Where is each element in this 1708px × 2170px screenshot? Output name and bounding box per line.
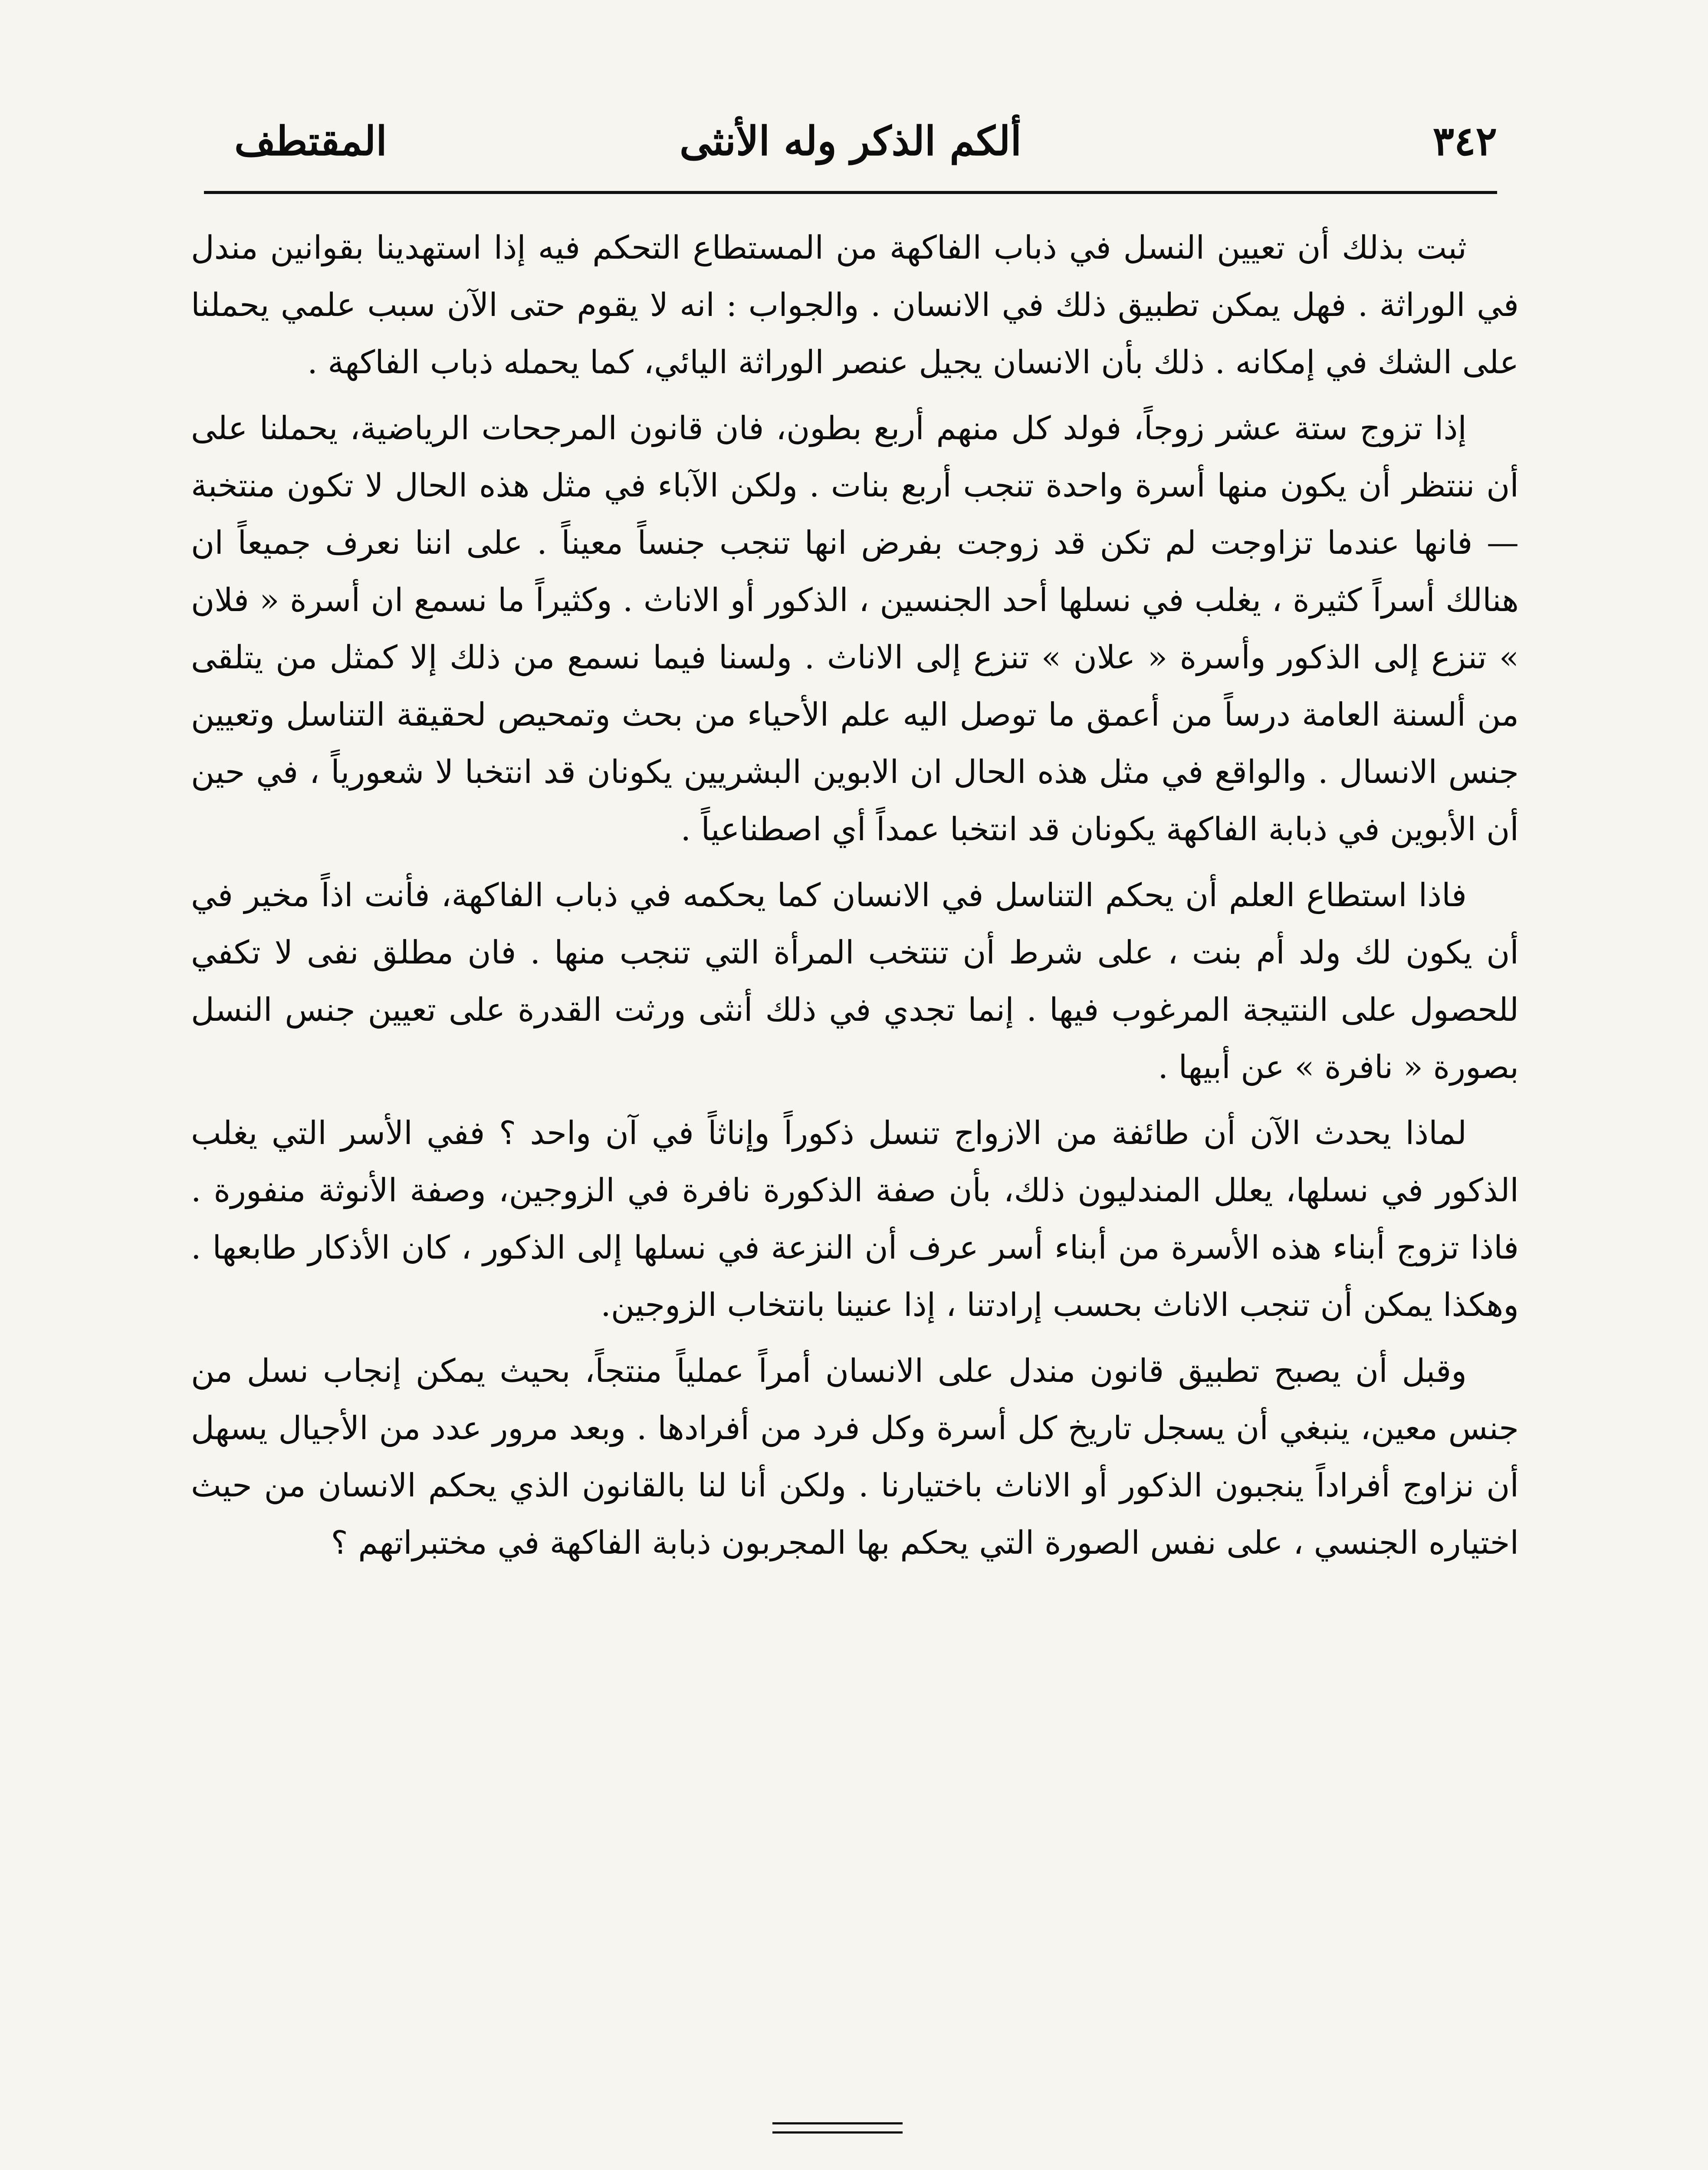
- paragraph-4: لماذا يحدث الآن أن طائفة من الازواج تنسل ذكوراً وإناثاً في آن واحد ؟ ففي الأسر التي يغلب الذكور في نسلها، يعلل المندليون ذلك، بأن صفة الذكورة نافرة في الزوجين، وصفة الأنوثة منفورة . فاذا تزوج أبناء هذه الأسرة من أبناء أسر عرف أن النزعة في نسلها إلى الذكور ، كان الأذكار طابعها . وهكذا يمكن أن تنجب الاناث بحسب إرادتنا ، إذا عنينا بانتخاب الزوجين.: [191, 1115, 1519, 1324]
- paragraph-3: فاذا استطاع العلم أن يحكم التناسل في الانسان كما يحكمه في ذباب الفاكهة، فأنت اذاً مخير في أن يكون لك ولد أم بنت ، على شرط أن تنتخب المرأة التي تنجب منها . فان مطلق نفى لا تكفي للحصول على النتيجة المرغوب فيها . إنما تجدي في ذلك أنثى ورثت القدرة على تعيين جنس النسل بصورة « نافرة » عن أبيها .: [191, 877, 1519, 1086]
- paragraph-2: إذا تزوج ستة عشر زوجاً، فولد كل منهم أربع بطون، فان قانون المرجحات الرياضية، يحملنا على أن ننتظر أن يكون منها أسرة واحدة تنجب أربع بنات . ولكن الآباء في مثل هذه الحال لا تكون منتخبة — فانها عندما تزاوجت لم تكن قد زوجت بفرض انها تنجب جنساً معيناً . على اننا نعرف جميعاً ان هنالك أسراً كثيرة ، يغلب في نسلها أحد الجنسين ، الذكور أو الاناث . وكثيراً ما نسمع ان أسرة « فلان » تنزع إلى الذكور وأسرة « علان » تنزع إلى الاناث . ولسنا فيما نسمع من ذلك إلا كمثل من يتلقى من ألسنة العامة درساً من أعمق ما توصل اليه علم الأحياء من بحث وتمحيص لحقيقة التناسل وتعيين جنس الانسال . والواقع في مثل هذه الحال ان الابوين البشريين يكونان قد انتخبا لا شعورياً ، في حين أن الأبوين في ذبابة الفاكهة يكونان قد انتخبا عمداً أي اصطناعياً .: [191, 410, 1519, 848]
- article-body: [191, 219, 1519, 1580]
- end-of-article-divider: [772, 2122, 903, 2134]
- paragraph-1: ثبت بذلك أن تعيين النسل في ذباب الفاكهة من المستطاع التحكم فيه إذا استهدينا بقوانين مندل في الوراثة . فهل يمكن تطبيق ذلك في الانسان . والجواب : انه لا يقوم حتى الآن سبب علمي يحملنا على الشك في إمكانه . ذلك بأن الانسان يجيل عنصر الوراثة اليائي، كما يحمله ذباب الفاكهة .: [191, 229, 1519, 381]
- journal-name: المقتطف: [234, 118, 387, 164]
- article-title: ألكم الذكر وله الأنثى: [679, 118, 1022, 164]
- page-number: ٣٤٢: [1432, 118, 1497, 164]
- paragraph-5: وقبل أن يصبح تطبيق قانون مندل على الانسان أمراً عملياً منتجاً، بحيث يمكن إنجاب نسل من جنس معين، ينبغي أن يسجل تاريخ كل أسرة وكل فرد من أفرادها . وبعد مرور عدد من الأجيال يسهل أن نزاوج أفراداً ينجبون الذكور أو الاناث باختيارنا . ولكن أنا لنا بالقانون الذي يحكم الانسان من حيث اختياره الجنسي ، على نفس الصورة التي يحكم بها المجربون ذبابة الفاكهة في مختبراتهم ؟: [191, 1352, 1519, 1562]
- page-header: [204, 108, 1497, 187]
- header-divider: [204, 191, 1497, 194]
